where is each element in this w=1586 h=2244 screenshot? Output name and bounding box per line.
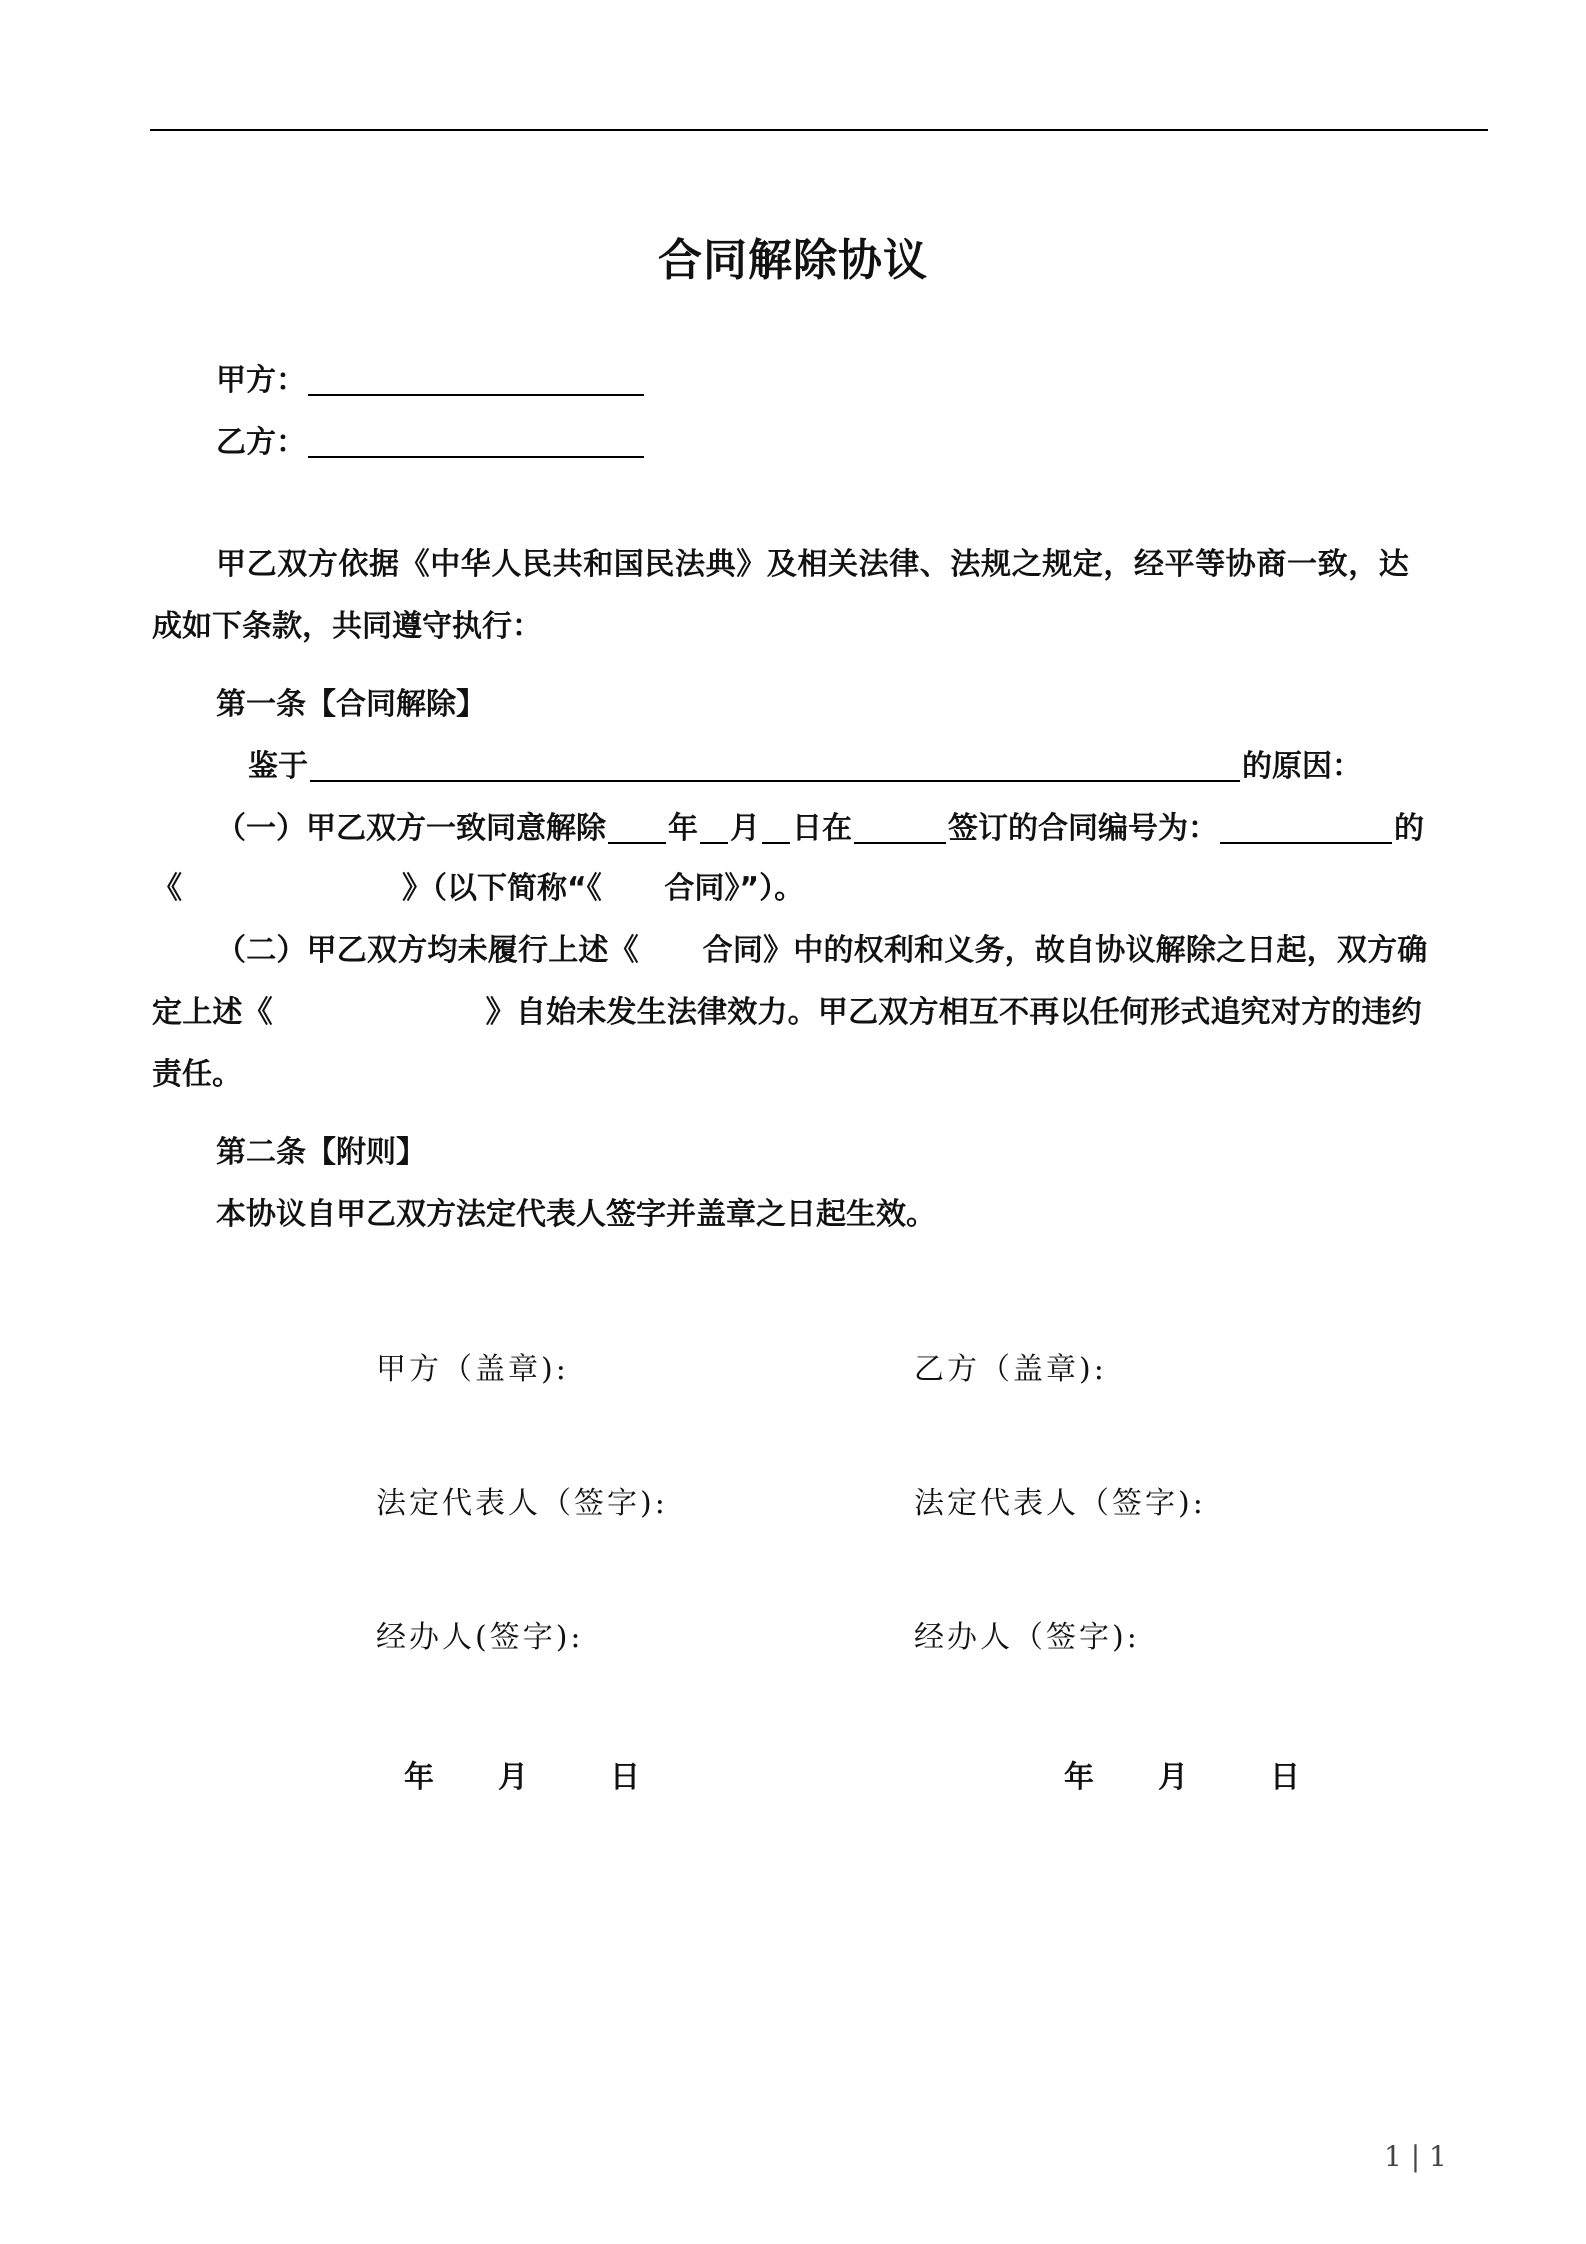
year-blank[interactable] — [608, 812, 666, 844]
party-b-agent-label: 经办人（签字): — [914, 1620, 1140, 1655]
party-a-date — [404, 1752, 640, 1796]
page-number: 1 | 1 — [1384, 2140, 1447, 2173]
party-b-seal-label: 乙方（盖章): — [914, 1352, 1107, 1387]
clause-2-line-1: （二）甲乙双方均未履行上述《 合同》中的权利和义务，故自协议解除之日起，双方确 — [216, 933, 1428, 968]
party-b-label: 乙方： — [216, 425, 306, 460]
party-b-day-label: 日 — [1270, 1760, 1300, 1795]
party-b-date — [1064, 1752, 1300, 1796]
clause-1-abbrev: 》（以下简称“《 合同》”）。 — [402, 871, 805, 906]
article-2-heading: 第二条【附则】 — [216, 1135, 426, 1170]
clause-1-prefix: （一）甲乙双方一致同意解除 — [216, 811, 606, 846]
party-a-blank[interactable] — [308, 364, 644, 396]
party-a-year-label: 年 — [404, 1760, 434, 1795]
reason-suffix: 的原因： — [1242, 749, 1362, 784]
article-1-reason-row — [248, 750, 1362, 782]
party-b-blank[interactable] — [308, 426, 644, 458]
party-a-day-label: 日 — [610, 1760, 640, 1795]
clause-2-line-3: 责任。 — [152, 1057, 242, 1092]
day-blank[interactable] — [762, 812, 790, 844]
of-label: 的 — [1394, 811, 1424, 846]
party-a-row — [216, 364, 646, 396]
clause-1-line-2 — [152, 871, 805, 906]
party-a-month-label: 月 — [498, 1760, 528, 1795]
preamble-line-2: 成如下条款，共同遵守执行： — [152, 609, 542, 644]
contract-name-open: 《 — [152, 871, 182, 906]
reason-blank[interactable] — [310, 750, 1240, 782]
article-1-heading: 第一条【合同解除】 — [216, 687, 486, 722]
party-a-legal-rep-label: 法定代表人（签字): — [376, 1486, 668, 1521]
signed-label: 签订的合同编号为： — [948, 811, 1218, 846]
month-label: 月 — [730, 811, 760, 846]
reason-prefix: 鉴于 — [248, 749, 308, 784]
party-b-month-label: 月 — [1158, 1760, 1188, 1795]
clause-1-line-1 — [216, 812, 1424, 844]
party-a-seal-label: 甲方（盖章): — [376, 1352, 569, 1387]
day-at-label: 日在 — [792, 811, 852, 846]
month-blank[interactable] — [700, 812, 728, 844]
preamble-line-1: 甲乙双方依据《中华人民共和国民法典》及相关法律、法规之规定，经平等协商一致，达 — [216, 547, 1410, 582]
party-b-year-label: 年 — [1064, 1760, 1094, 1795]
clause-2-line-2: 定上述《 》自始未发生法律效力。甲乙双方相互不再以任何形式追究对方的违约 — [152, 995, 1422, 1030]
document-title: 合同解除协议 — [658, 235, 928, 286]
party-a-agent-label: 经办人(签字): — [376, 1620, 584, 1655]
header-rule — [150, 129, 1488, 131]
party-a-label: 甲方： — [216, 363, 306, 398]
party-b-legal-rep-label: 法定代表人（签字): — [914, 1486, 1206, 1521]
party-b-row — [216, 426, 646, 458]
year-label: 年 — [668, 811, 698, 846]
place-blank[interactable] — [854, 812, 946, 844]
article-2-text: 本协议自甲乙双方法定代表人签字并盖章之日起生效。 — [216, 1197, 936, 1232]
contract-number-blank[interactable] — [1220, 812, 1392, 844]
